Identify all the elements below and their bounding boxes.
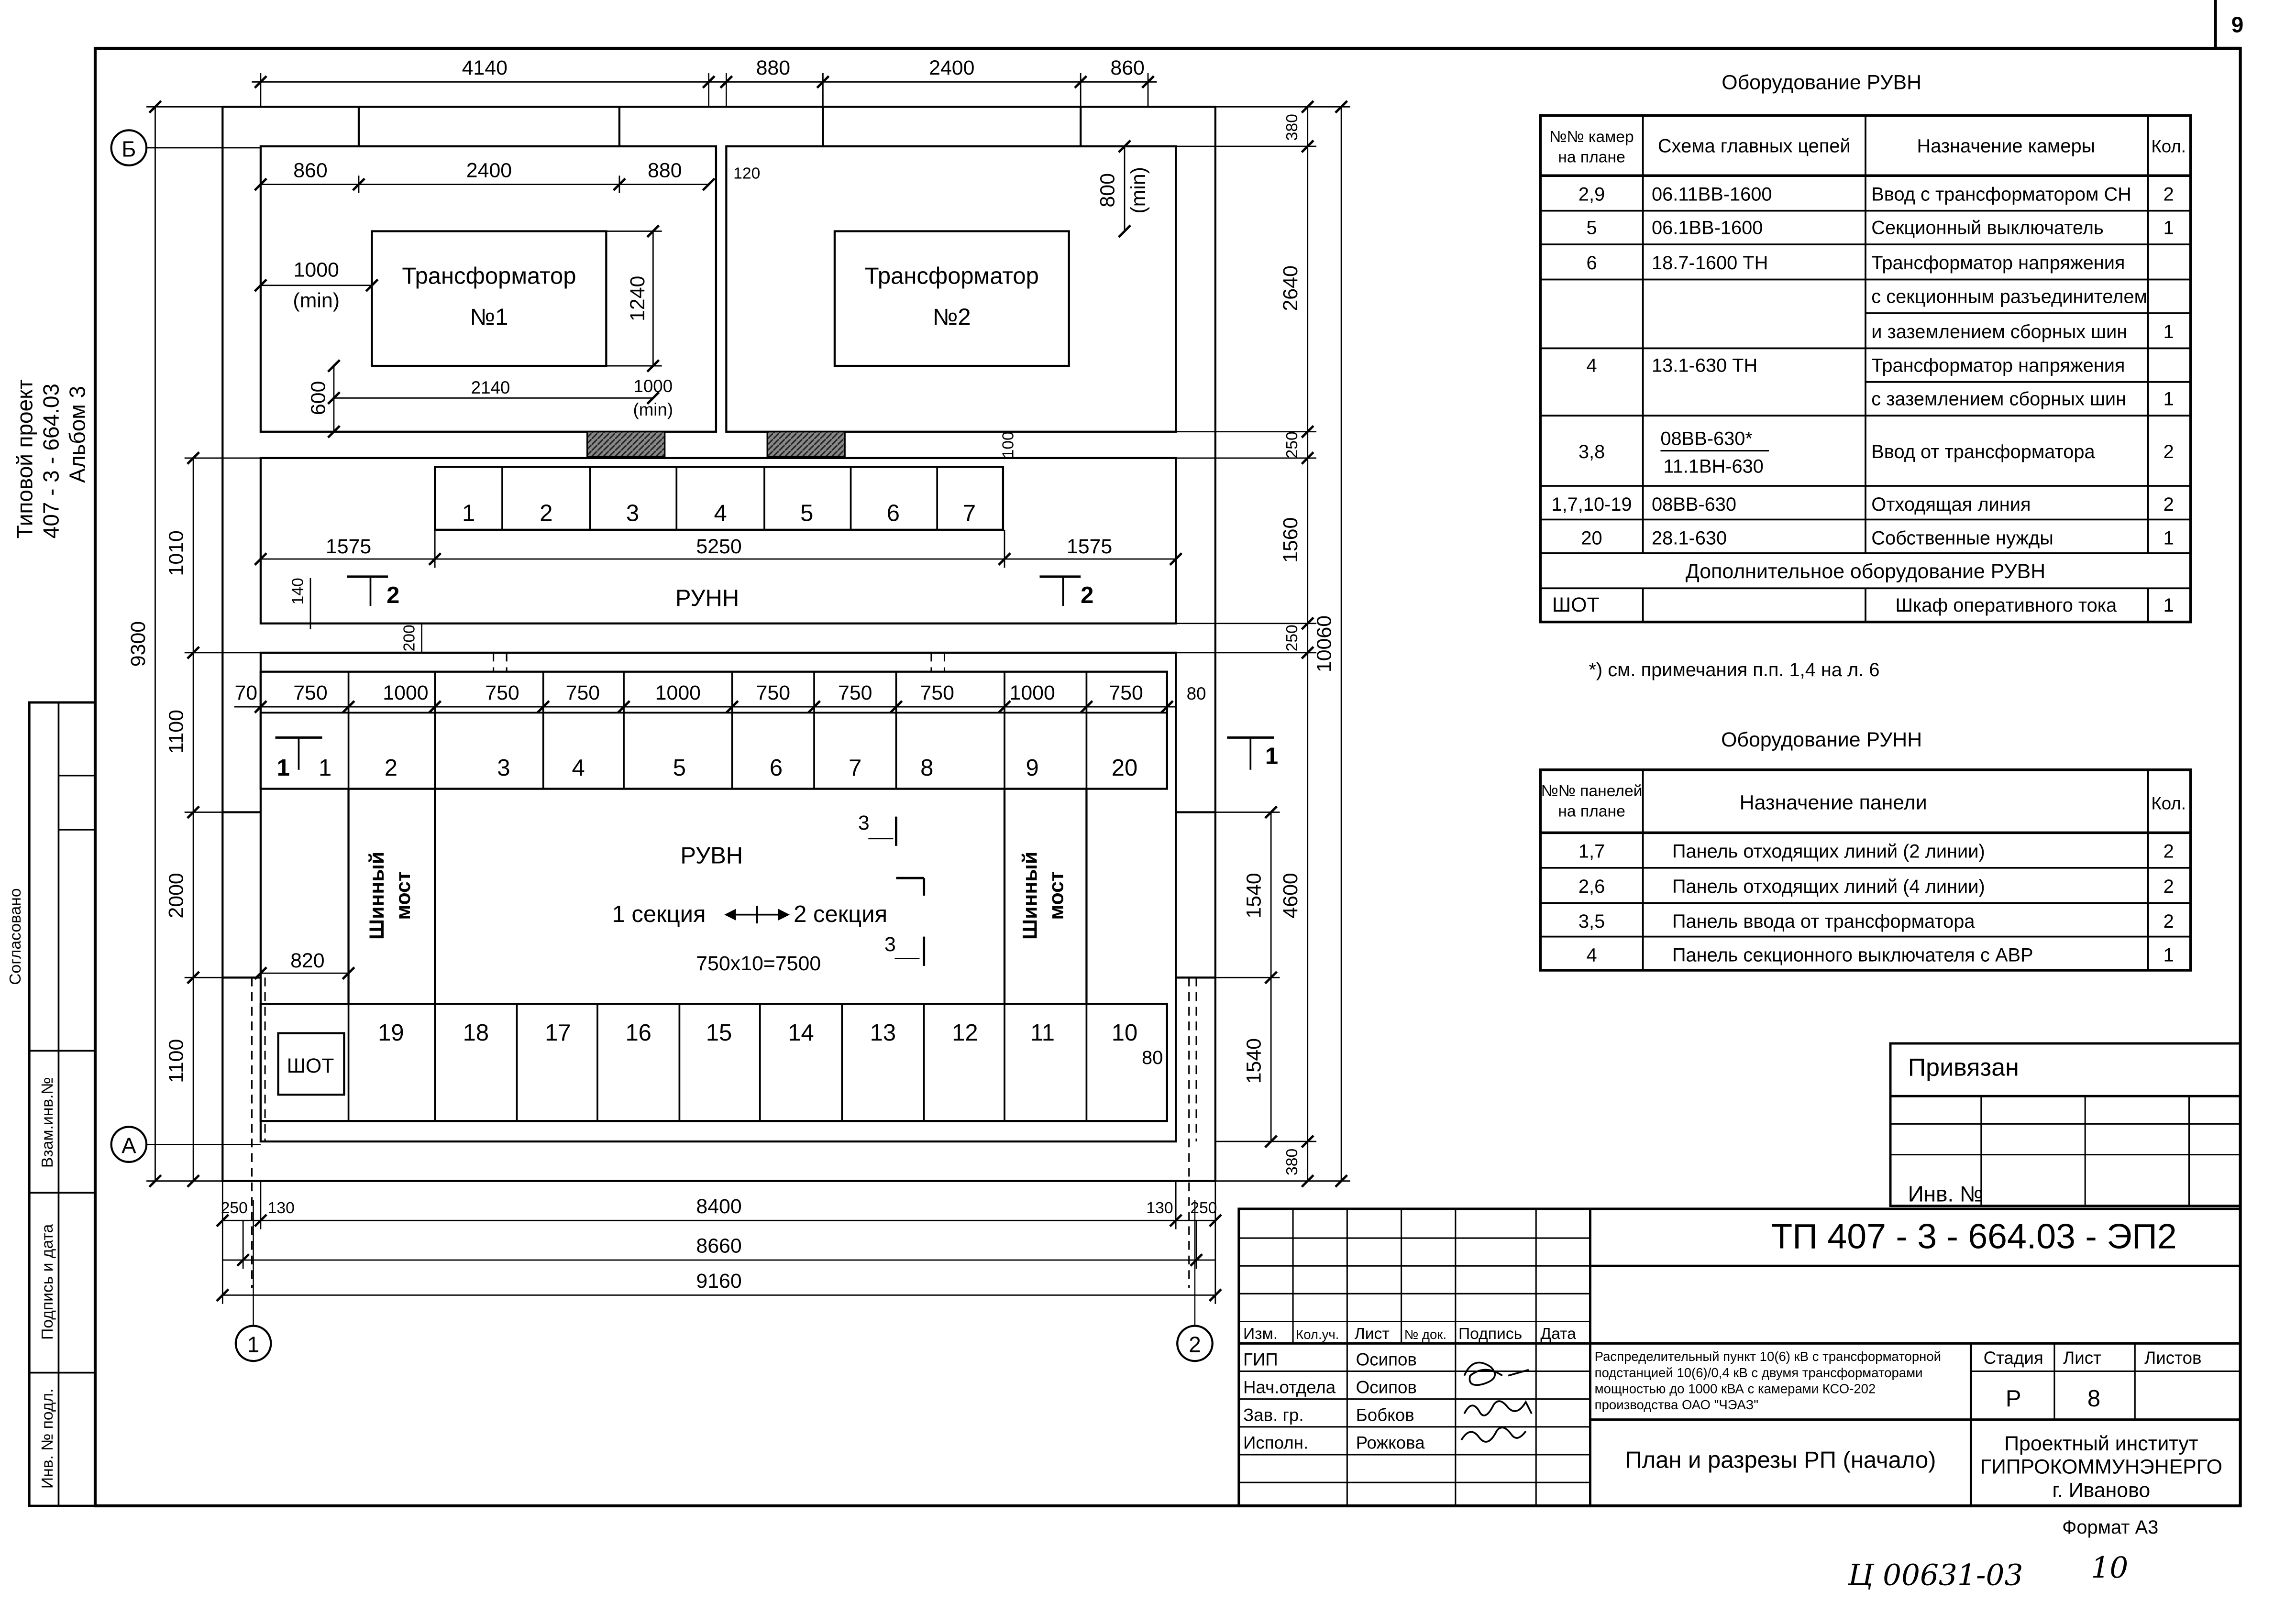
dim-label: 750 xyxy=(838,681,872,704)
ruvn-cell: 5 xyxy=(1586,217,1597,239)
panel-number: 13 xyxy=(870,1020,896,1046)
runn-cell: Панель секционного выключателя с АВР xyxy=(1672,944,2033,966)
stamp-person: Осипов xyxy=(1356,1377,1417,1397)
stamp-org-line: г. Иваново xyxy=(2052,1479,2151,1502)
ruvn-cell: 18.7-1600 ТН xyxy=(1652,252,1768,274)
dim-label: 750 xyxy=(756,681,791,704)
busbar-bridge-1-line-1: Шинный xyxy=(365,851,389,940)
dim-label: 70 xyxy=(234,681,258,704)
ruvn-cell-label: 7 xyxy=(962,500,976,526)
dim-label: 750 xyxy=(1109,681,1143,704)
dim-label: 1540 xyxy=(1242,1038,1266,1084)
ruvn-cell: Ввод от трансформатора xyxy=(1871,441,2095,462)
panel-number: 1 xyxy=(318,755,332,781)
busbar-bridge-2-line-2: мост xyxy=(1045,871,1068,920)
panel-number: 20 xyxy=(1111,755,1138,781)
ruvn-cell: Отходящая линия xyxy=(1871,494,2031,515)
stamp-description-line: подстанцией 10(6)/0,4 кВ с двумя трансформаторами xyxy=(1594,1365,1923,1380)
ruvn-cell: 1 xyxy=(2163,321,2174,342)
ruvn-cell: и заземлением сборных шин xyxy=(1871,321,2128,342)
stamp-description-line: мощностью до 1000 кВА с камерами КСО-202 xyxy=(1594,1381,1876,1396)
dim-label: 880 xyxy=(648,159,682,182)
stamp-description-line: Распределительный пункт 10(6) кВ с трансформаторной xyxy=(1594,1349,1942,1364)
dim-label: 2140 xyxy=(471,378,510,398)
dim-label: 860 xyxy=(293,159,328,182)
ruvn-cell-label: 6 xyxy=(886,500,900,526)
dim-label: 8400 xyxy=(696,1195,742,1218)
dim-label: 1010 xyxy=(165,530,188,576)
stamp-title: План и разрезы РП (начало) xyxy=(1625,1447,1936,1473)
side-label-line-3: Альбом 3 xyxy=(65,385,90,483)
stamp-description-line: производства ОАО "ЧЭАЗ" xyxy=(1594,1397,1759,1413)
ruvn-cell: Трансформатор напряжения xyxy=(1871,252,2125,274)
dim-label: 250 xyxy=(1283,431,1302,459)
stamp-description xyxy=(1595,1349,1941,1412)
stamp-sheet: 8 xyxy=(2087,1385,2101,1412)
transformer-1-number: №1 xyxy=(470,304,508,330)
stamp-stage-label: Стадия xyxy=(1983,1348,2043,1368)
ruvn-cell: 1 xyxy=(2163,527,2174,549)
panel-number: 3 xyxy=(497,755,510,781)
stamp-stage: Р xyxy=(2005,1385,2021,1412)
axis-b-label: Б xyxy=(121,136,136,162)
runn-cell: 2 xyxy=(2163,876,2174,897)
ruvn-cell: 06.11ВВ-1600 xyxy=(1652,184,1772,205)
panel-number: 12 xyxy=(952,1020,978,1046)
ruvn-cell-label: 4 xyxy=(714,500,727,526)
side-box-podpis-data: Подпись и дата xyxy=(39,1224,57,1340)
ruvn-col-header: на плане xyxy=(1558,148,1625,166)
dim-label: 1240 xyxy=(626,275,649,321)
runn-cell: 2,6 xyxy=(1578,876,1605,897)
ruvn-extra-cell: ШОТ xyxy=(1552,593,1600,617)
cable-opening-2 xyxy=(767,432,845,457)
dim-label: 8660 xyxy=(696,1234,742,1258)
dim-label: 1100 xyxy=(165,710,188,754)
dim-label: (min) xyxy=(633,400,673,420)
side-label-line-1: Типовой проект xyxy=(12,379,37,539)
stamp-role: Нач.отдела xyxy=(1243,1377,1336,1397)
dim-label: 4140 xyxy=(462,56,508,80)
ruvn-col-header: Кол. xyxy=(2151,136,2186,156)
ruvn-cell: 2 xyxy=(2163,184,2174,205)
cut-3-marks xyxy=(868,817,924,966)
dim-label: 2400 xyxy=(929,56,975,80)
cut-marks xyxy=(276,577,1274,770)
ruvn-cell: Ввод с трансформатором СН xyxy=(1871,184,2131,205)
ruvn-cell: 1 xyxy=(2163,217,2174,239)
dim-label: 1000 xyxy=(293,258,339,282)
ruvn-table-rows xyxy=(1551,184,2174,548)
panel-number: 18 xyxy=(463,1020,489,1046)
ruvn-cell-label: 5 xyxy=(800,500,814,526)
ruvn-cell: 2,9 xyxy=(1578,184,1605,205)
panel-number: 16 xyxy=(625,1020,651,1046)
runn-cell: Панель ввода от трансформатора xyxy=(1672,911,1975,932)
side-box-soglasovano: Согласовано xyxy=(6,888,24,985)
cut-1-label-right: 1 xyxy=(1265,743,1279,769)
ruvn-col-header: Назначение камеры xyxy=(1917,135,2096,157)
transformer-1-label: Трансформатор xyxy=(402,263,576,289)
runn-cell: Панель отходящих линий (4 линии) xyxy=(1672,876,1985,897)
panel-number: 7 xyxy=(849,755,862,781)
dim-label: 860 xyxy=(1110,56,1145,80)
dim-label: 1575 xyxy=(325,535,372,558)
dim-label: 200 xyxy=(400,625,419,652)
stamp-col-header: № док. xyxy=(1404,1327,1446,1342)
axis-1-label: 1 xyxy=(247,1332,260,1357)
dim-label: 1100 xyxy=(165,1039,188,1083)
panel-number: 15 xyxy=(706,1020,732,1046)
section-arrows xyxy=(726,906,788,923)
dim-label: (min) xyxy=(293,289,340,312)
ruvn-col-header: №№ камер xyxy=(1549,128,1634,146)
dim-label: 1000 xyxy=(1009,681,1055,704)
privyazan-inv: Инв. № xyxy=(1908,1181,1984,1206)
ruvn-cell: 20 xyxy=(1581,527,1602,549)
section-2-label: 2 секция xyxy=(794,901,888,928)
ruvn-cell: с заземлением сборных шин xyxy=(1871,388,2127,410)
stamp-code: ТП 407 - 3 - 664.03 - ЭП2 xyxy=(1771,1217,2177,1256)
runn-bottom-panel-numbers xyxy=(378,1020,1137,1046)
ruvn-cell-label: 2 xyxy=(540,500,553,526)
stamp-role: Исполн. xyxy=(1243,1433,1309,1453)
axis-a-label: А xyxy=(121,1133,136,1158)
runn-cell: 2 xyxy=(2163,841,2174,862)
dim-label: 750 xyxy=(920,681,954,704)
cut-2-label-right: 2 xyxy=(1081,582,1094,608)
archive-number: Ц 00631-03 xyxy=(1848,1558,2023,1592)
ruvn-table-title: Оборудование РУВН xyxy=(1722,71,1922,94)
ruvn-hall xyxy=(612,843,888,975)
dim-label: 9160 xyxy=(696,1270,742,1293)
ruvn-cell: 1 xyxy=(2163,388,2174,410)
dim-label: 130 xyxy=(1146,1199,1173,1217)
section-1-label: 1 секция xyxy=(612,901,706,928)
panel-number: 6 xyxy=(769,755,783,781)
dim-label: 4600 xyxy=(1279,873,1303,919)
panel-number: 19 xyxy=(378,1020,404,1046)
ruvn-extra-cell: Шкаф оперативного тока xyxy=(1895,595,2117,616)
stamp-person: Бобков xyxy=(1356,1405,1414,1425)
ruvn-cell: Собственные нужды xyxy=(1871,527,2053,549)
ruvn-extra-row xyxy=(1552,593,2174,616)
ruvn-cells xyxy=(435,467,1003,530)
runn-cell: 4 xyxy=(1586,944,1597,966)
dim-label: 10060 xyxy=(1313,615,1336,673)
dim-label: 80 xyxy=(1142,1047,1163,1068)
dim-label: 250 xyxy=(1283,625,1302,652)
runn-col-header: на плане xyxy=(1558,802,1625,821)
dim-label: 380 xyxy=(1283,114,1302,141)
runn-title: РУНН xyxy=(675,585,740,611)
dim-label: 750 xyxy=(485,681,519,704)
ruvn-cell-label: 3 xyxy=(626,500,640,526)
ruvn-cell: Трансформатор напряжения xyxy=(1871,355,2125,376)
ruvn-cell: 06.1ВВ-1600 xyxy=(1652,217,1763,239)
stamp-org-line: Проектный институт xyxy=(2004,1432,2198,1455)
dim-label: 750 xyxy=(565,681,600,704)
panel-number: 4 xyxy=(572,755,585,781)
runn-cell: Панель отходящих линий (2 линии) xyxy=(1672,841,1985,862)
ruvn-fraction-bottom: 11.1ВН-630 xyxy=(1663,456,1764,477)
panel-formula: 750x10=7500 xyxy=(696,952,821,975)
busbar-bridge-2-line-1: Шинный xyxy=(1018,851,1042,940)
dim-label: 1000 xyxy=(383,681,429,704)
runn-col-header: Кол. xyxy=(2151,793,2186,813)
dim-label: 1540 xyxy=(1242,873,1266,919)
dim-label: 9300 xyxy=(127,621,150,667)
stamp-role: ГИП xyxy=(1243,1349,1278,1370)
dim-label: (min) xyxy=(1126,167,1150,214)
dim-label: 880 xyxy=(756,56,791,80)
ruvn-cell: 2 xyxy=(2163,441,2174,462)
page-corner-number: 9 xyxy=(2231,12,2244,37)
panel-number: 5 xyxy=(673,755,686,781)
side-boxes xyxy=(7,888,56,1489)
privyazan-title: Привязан xyxy=(1908,1053,2019,1082)
busbar-bridge-1-line-2: мост xyxy=(392,871,415,920)
stamp-sheet-label: Лист xyxy=(2063,1348,2101,1368)
runn-table-title: Оборудование РУНН xyxy=(1721,728,1922,751)
stamp-org xyxy=(1980,1432,2222,1502)
dim-label: 2640 xyxy=(1279,265,1303,311)
ruvn-cell-label: 1 xyxy=(462,500,475,526)
stamp-org-line: ГИПРОКОММУНЭНЕРГО xyxy=(1980,1455,2222,1479)
dim-label: 1575 xyxy=(1066,535,1113,558)
side-label-line-2: 407 - 3 - 664.03 xyxy=(38,384,64,539)
panel-number: 17 xyxy=(545,1020,571,1046)
cut-3-label-top: 3 xyxy=(858,811,870,835)
runn-cell: 3,5 xyxy=(1578,911,1605,932)
ruvn-cell: 4 xyxy=(1586,355,1597,376)
transformer-2-number: №2 xyxy=(932,304,971,330)
dim-label: 100 xyxy=(999,431,1017,459)
panel-number: 14 xyxy=(788,1020,814,1046)
dimension-labels xyxy=(221,56,1217,1293)
cable-opening-1 xyxy=(587,432,665,457)
stamp-col-header: Лист xyxy=(1354,1325,1390,1343)
stamp-person: Осипов xyxy=(1356,1349,1417,1370)
ruvn-note: *) см. примечания п.п. 1,4 на л. 6 xyxy=(1589,659,1880,680)
cut-3-label-bottom: 3 xyxy=(884,933,896,956)
panel-number: 10 xyxy=(1111,1020,1138,1046)
ruvn-extra-header: Дополнительное оборудование РУВН xyxy=(1685,559,2046,583)
ruvn-cell: 28.1-630 xyxy=(1652,527,1727,549)
dim-label: 380 xyxy=(1283,1148,1302,1175)
ruvn-extra-cell: 1 xyxy=(2163,595,2174,616)
dim-label: 2400 xyxy=(466,159,512,182)
dim-label: 1000 xyxy=(655,681,701,704)
transformer-1 xyxy=(372,231,607,366)
dim-label: 1000 xyxy=(633,376,673,396)
dim-label: 600 xyxy=(307,381,330,416)
panel-number: 11 xyxy=(1030,1020,1055,1046)
runn-cell: 1,7 xyxy=(1578,841,1605,862)
ruvn-table-header xyxy=(1549,128,2186,166)
stamp-col-header: Кол.уч. xyxy=(1296,1327,1339,1342)
signatures xyxy=(1461,1362,1532,1442)
dim-label: 130 xyxy=(267,1199,295,1217)
ruvn-col-header: Схема главных цепей xyxy=(1657,135,1851,157)
ruvn-cell: с секционным разъединителем xyxy=(1871,286,2147,307)
side-box-vzam-inv: Взам.инв.№ xyxy=(39,1077,57,1168)
ruvn-fraction-top: 08ВВ-630* xyxy=(1660,428,1753,450)
stamp-roles xyxy=(1243,1349,1425,1452)
dim-label: 750 xyxy=(293,681,328,704)
dim-label: 5250 xyxy=(696,535,742,558)
ruvn-cell: 3,8 xyxy=(1578,441,1605,462)
stamp-col-header: Изм. xyxy=(1243,1325,1278,1343)
stamp-sheets-label: Листов xyxy=(2144,1348,2202,1368)
dim-label: 800 xyxy=(1096,173,1119,208)
runn-cell: 2 xyxy=(2163,911,2174,932)
panel-number: 2 xyxy=(384,755,397,781)
axis-markers xyxy=(111,130,1213,1361)
cut-1-label-left: 1 xyxy=(276,755,290,781)
axis-2-label: 2 xyxy=(1189,1332,1201,1357)
ruvn-cell: 08ВВ-630 xyxy=(1652,494,1737,515)
stamp-role: Зав. гр. xyxy=(1243,1405,1304,1425)
runn-top-panel-numbers xyxy=(319,755,1137,781)
side-label xyxy=(12,379,89,538)
dim-label: 80 xyxy=(1186,683,1206,703)
ruvn-hall-title: РУВН xyxy=(680,843,743,869)
runn-col-header: №№ панелей xyxy=(1541,782,1643,800)
ruvn-cell: Секционный выключатель xyxy=(1871,217,2104,239)
ruvn-cell: 1,7,10-19 xyxy=(1551,494,1632,515)
panel-number: 9 xyxy=(1026,755,1039,781)
dim-label: 120 xyxy=(733,164,761,183)
dim-label: 820 xyxy=(290,949,325,972)
ruvn-cell: 2 xyxy=(2163,494,2174,515)
stamp-col-header: Дата xyxy=(1540,1325,1576,1343)
panel-number: 8 xyxy=(920,755,934,781)
dim-label: 140 xyxy=(289,578,307,605)
runn-col-header: Назначение панели xyxy=(1739,791,1927,814)
ruvn-cell: 13.1-630 ТН xyxy=(1652,355,1758,376)
ruvn-cell: 6 xyxy=(1586,252,1597,274)
dim-label: 1560 xyxy=(1279,517,1303,563)
archive-page: 10 xyxy=(2091,1551,2129,1585)
dim-label: 250 xyxy=(1190,1199,1217,1217)
cut-2-label-left: 2 xyxy=(386,582,400,608)
runn-table-header xyxy=(1541,782,2186,821)
runn-cell: 1 xyxy=(2163,944,2174,966)
shot-label: ШОТ xyxy=(287,1054,334,1078)
transformer-2-label: Трансформатор xyxy=(864,263,1039,289)
transformer-2 xyxy=(835,231,1069,366)
stamp-col-header: Подпись xyxy=(1458,1325,1523,1343)
axis-labels xyxy=(121,136,1201,1357)
side-box-inv-podl: Инв. № подл. xyxy=(39,1388,57,1489)
stamp-person: Рожкова xyxy=(1356,1433,1425,1453)
dim-label: 2000 xyxy=(165,873,188,919)
dim-label: 250 xyxy=(221,1199,248,1217)
format-label: Формат А3 xyxy=(2062,1517,2159,1538)
